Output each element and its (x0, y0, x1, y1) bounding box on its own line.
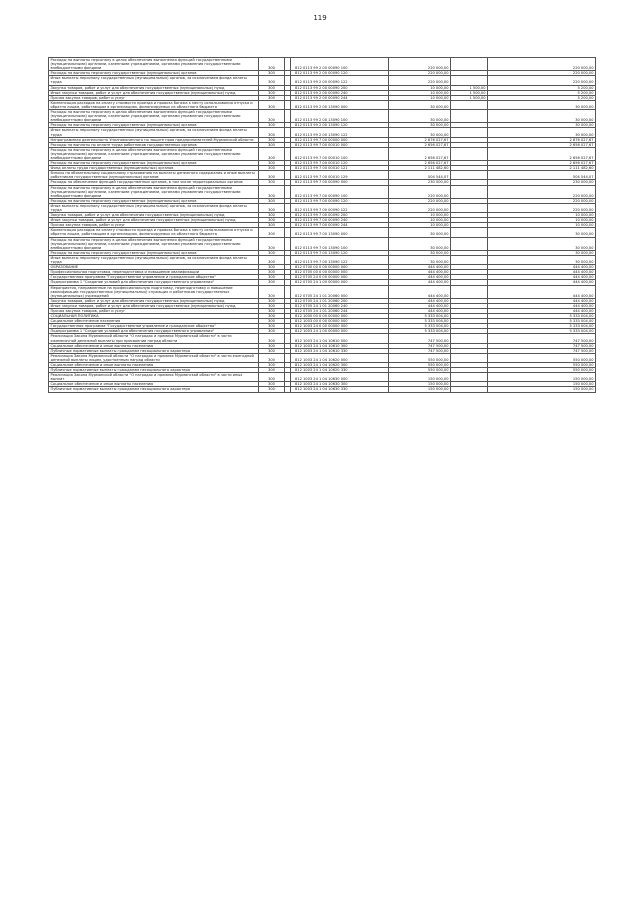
row-name-cell: Иные выплаты персоналу государственных (муниципальных) органов, за исключением фонда оплаты труда (49, 255, 259, 264)
row-plan-cell: 10 000,00 (389, 95, 451, 100)
budget-table-body (49, 58, 596, 393)
row-code-cell: 300 (259, 213, 285, 218)
row-name-cell: Публичные нормативные выплаты гражданам несоциального характера (49, 348, 259, 353)
row-change-cell: 1 500,00 (451, 90, 488, 95)
row-name-cell: Иные выплаты персоналу государственных (муниципальных) органов, за исключением фонда оплаты труда (49, 203, 259, 212)
row-total-cell: 30 000,00 (488, 237, 596, 250)
row-kbk-cell: 812 0113 99 7 00 00090 240 (291, 218, 389, 223)
row-plan-cell: 2 656 027,67 (389, 147, 451, 160)
row-code-cell: 300 (259, 71, 285, 76)
row-plan-cell: 550 000,00 (389, 353, 451, 362)
row-code-cell: 300 (259, 329, 285, 334)
row-total-cell: 550 000,00 (488, 353, 596, 362)
row-kbk-cell: 812 0113 99 7 00 00010 000 (291, 142, 389, 147)
row-total-cell: 30 000,00 (488, 255, 596, 264)
row-name-cell: Прочая закупка товаров, работ и услуг (49, 95, 259, 100)
row-plan-cell: 30 000,00 (389, 110, 451, 123)
row-kbk-cell: 812 1003 24 1 04 10620 300 (291, 363, 389, 368)
row-change-cell (451, 228, 488, 237)
row-code-cell: 300 (259, 137, 285, 142)
row-plan-cell: 2 111 482,60 (389, 166, 451, 171)
row-name-cell: Расходы на выплаты персоналу государственных (муниципальных) органов (49, 71, 259, 76)
row-code-cell: 300 (259, 373, 285, 382)
row-kbk-cell: 812 1003 24 1 04 10610 330 (291, 348, 389, 353)
row-total-cell: 2 656 027,67 (488, 161, 596, 166)
row-kbk-cell: 812 1000 00 0 00 00000 000 (291, 314, 389, 319)
row-code-cell: 300 (259, 280, 285, 285)
row-change-cell (451, 110, 488, 123)
row-kbk-cell: 812 1003 00 0 00 00000 000 (291, 319, 389, 324)
row-plan-cell: 747 500,00 (389, 343, 451, 348)
row-name-cell: Расходы на выплаты персоналу государственных (муниципальных) органов (49, 250, 259, 255)
row-total-cell: 550 000,00 (488, 368, 596, 373)
table-row (49, 185, 596, 198)
row-name-cell: Расходы на выплаты персоналу государственных (муниципальных) органов (49, 198, 259, 203)
row-kbk-cell: 812 0705 24 1 00 00000 000 (291, 280, 389, 285)
row-name-cell: Социальное обеспечение и иные выплаты населению (49, 382, 259, 387)
row-change-cell: 1 500,00 (451, 95, 488, 100)
row-code-cell: 300 (259, 171, 285, 180)
row-total-cell: 444 400,00 (488, 298, 596, 303)
row-total-cell: 150 000,00 (488, 382, 596, 387)
row-code-cell: 300 (259, 237, 285, 250)
row-kbk-cell: 812 0113 99 7 00 00090 244 (291, 223, 389, 228)
row-total-cell: 5 333 004,00 (488, 324, 596, 329)
row-plan-cell: 5 333 004,00 (389, 329, 451, 334)
row-total-cell: 30 000,00 (488, 123, 596, 128)
row-kbk-cell: 812 0113 99 2 00 00090 240 (291, 90, 389, 95)
row-plan-cell: 150 000,00 (389, 387, 451, 392)
row-kbk-cell: 812 0113 99 2 00 13090 100 (291, 110, 389, 123)
row-plan-cell: 30 000,00 (389, 255, 451, 264)
row-plan-cell: 2 876 027,67 (389, 137, 451, 142)
row-change-cell (451, 128, 488, 137)
row-name-cell: Подпрограмма 1 "Создание условий для обеспечения государственного управления" (49, 280, 259, 285)
row-total-cell: 444 400,00 (488, 308, 596, 313)
row-code-cell: 300 (259, 95, 285, 100)
row-name-cell: Иные закупки товаров, работ и услуг для обеспечения государственных (муниципальных) нужд (49, 90, 259, 95)
row-change-cell (451, 373, 488, 382)
row-plan-cell: 747 500,00 (389, 348, 451, 353)
row-plan-cell: 444 400,00 (389, 275, 451, 280)
row-kbk-cell: 812 0113 99 7 00 00000 000 (291, 137, 389, 142)
row-name-cell: ОБРАЗОВАНИЕ (49, 265, 259, 270)
row-change-cell: 1 500,00 (451, 85, 488, 90)
row-code-cell: 300 (259, 185, 285, 198)
row-name-cell: Взносы по обязательному социальному страхованию на выплаты денежного содержания и иные выплаты работникам государственных (муниципальных) органов (49, 171, 259, 180)
row-name-cell: Прочая закупка товаров, работ и услуг (49, 308, 259, 313)
row-plan-cell: 2 656 027,67 (389, 161, 451, 166)
row-name-cell: Фонд оплаты труда государственных (муниципальных) органов (49, 166, 259, 171)
row-plan-cell: 220 000,00 (389, 71, 451, 76)
row-name-cell: Публичные нормативные выплаты гражданам несоциального характера (49, 387, 259, 392)
row-kbk-cell: 812 1003 24 0 00 00000 000 (291, 324, 389, 329)
row-total-cell: 2 111 482,60 (488, 166, 596, 171)
row-code-cell: 300 (259, 270, 285, 275)
row-code-cell: 300 (259, 166, 285, 171)
row-code-cell: 300 (259, 58, 285, 71)
row-code-cell: 300 (259, 368, 285, 373)
row-name-cell: Государственная программа "Государственное управление и гражданское общество" (49, 275, 259, 280)
row-plan-cell: 550 000,00 (389, 368, 451, 373)
row-code-cell: 300 (259, 198, 285, 203)
row-total-cell: 5 333 004,00 (488, 314, 596, 319)
row-kbk-cell: 812 0113 99 7 00 00010 121 (291, 166, 389, 171)
table-row (49, 228, 596, 237)
row-total-cell: 747 500,00 (488, 343, 596, 348)
row-total-cell: 2 656 027,67 (488, 142, 596, 147)
row-code-cell: 300 (259, 303, 285, 308)
row-total-cell: 10 000,00 (488, 213, 596, 218)
row-code-cell: 300 (259, 218, 285, 223)
row-kbk-cell: 812 1003 24 1 04 10620 330 (291, 368, 389, 373)
row-total-cell: 2 656 027,67 (488, 147, 596, 160)
page-number: 119 (313, 14, 327, 22)
table-row (49, 58, 596, 71)
row-plan-cell: 220 000,00 (389, 76, 451, 85)
row-code-cell: 300 (259, 180, 285, 185)
table-row (49, 387, 596, 392)
row-name-cell: Расходы на выплаты персоналу в целях обеспечения выполнения функций государственными (муниципальными) органами, казенными учреждениями, органами управления государственными внебюджетными фондами (49, 58, 259, 71)
row-name-cell: Реализация Закона Мурманской области "О наградах и премиях Мурманской области" в части ежемесячной денежной выплаты при присвоении наград области (49, 334, 259, 343)
row-name-cell: Публичные нормативные выплаты гражданам несоциального характера (49, 368, 259, 373)
row-plan-cell: 10 000,00 (389, 213, 451, 218)
row-code-cell: 300 (259, 285, 285, 298)
row-kbk-cell: 812 0113 99 2 00 00090 100 (291, 58, 389, 71)
table-row (49, 334, 596, 343)
row-plan-cell: 444 400,00 (389, 265, 451, 270)
row-code-cell: 300 (259, 147, 285, 160)
row-code-cell: 300 (259, 250, 285, 255)
row-kbk-cell: 812 0113 99 7 00 13090 100 (291, 237, 389, 250)
row-name-cell: Закупка товаров, работ и услуг для обеспечения государственных (муниципальных) нужд (49, 85, 259, 90)
row-plan-cell: 444 400,00 (389, 270, 451, 275)
row-name-cell: Подпрограмма 1 "Создание условий для обеспечения государственного управления" (49, 329, 259, 334)
row-change-cell (451, 285, 488, 298)
row-plan-cell: 444 400,00 (389, 308, 451, 313)
row-change-cell (451, 353, 488, 362)
row-name-cell: Расходы на выплаты персоналу в целях обеспечения выполнения функций государственными (муниципальными) органами, казенными учреждениями, органами управления государственными внебюджетными фондами (49, 185, 259, 198)
row-name-cell: СОЦИАЛЬНАЯ ПОЛИТИКА (49, 314, 259, 319)
row-kbk-cell: 812 0113 99 2 00 00090 244 (291, 95, 389, 100)
row-total-cell: 444 400,00 (488, 265, 596, 270)
row-total-cell: 5 200,00 (488, 95, 596, 100)
row-total-cell: 30 000,00 (488, 110, 596, 123)
row-plan-cell: 30 000,00 (389, 128, 451, 137)
row-kbk-cell: 812 0113 99 2 00 13090 000 (291, 100, 389, 109)
row-total-cell: 220 000,00 (488, 71, 596, 76)
row-kbk-cell: 812 0705 00 0 00 00000 000 (291, 270, 389, 275)
row-plan-cell: 10 000,00 (389, 223, 451, 228)
row-change-cell (451, 255, 488, 264)
row-code-cell: 300 (259, 203, 285, 212)
table-row (49, 110, 596, 123)
row-change-cell (451, 76, 488, 85)
row-total-cell: 444 400,00 (488, 270, 596, 275)
row-code-cell: 300 (259, 255, 285, 264)
row-total-cell: 30 000,00 (488, 128, 596, 137)
row-name-cell: Реализация Закона Мурманской области "О наградах и премиях Мурманской области" в части иных выплат (49, 373, 259, 382)
row-name-cell: Иные закупки товаров, работ и услуг для обеспечения государственных (муниципальных) нужд (49, 218, 259, 223)
row-code-cell: 300 (259, 298, 285, 303)
row-plan-cell: 5 333 004,00 (389, 319, 451, 324)
row-name-cell: Расходы на выплаты по оплате труда работников государственных органов (49, 142, 259, 147)
row-code-cell: 300 (259, 314, 285, 319)
row-code-cell: 300 (259, 123, 285, 128)
row-code-cell: 300 (259, 324, 285, 329)
row-total-cell: 10 000,00 (488, 218, 596, 223)
row-code-cell: 300 (259, 334, 285, 343)
row-kbk-cell: 812 0113 99 7 00 00010 129 (291, 171, 389, 180)
row-code-cell: 300 (259, 100, 285, 109)
row-kbk-cell: 812 0113 99 2 00 13090 120 (291, 123, 389, 128)
row-plan-cell: 150 000,00 (389, 382, 451, 387)
row-total-cell: 150 000,00 (488, 387, 596, 392)
row-code-cell: 300 (259, 161, 285, 166)
row-name-cell: Мероприятия, направленные на профессиональную подготовку, переподготовку и повышение квалификации государственных (муниципальных) служащих и работников государственных (муниципальных) учреждений (49, 285, 259, 298)
row-total-cell: 747 500,00 (488, 334, 596, 343)
row-code-cell: 300 (259, 90, 285, 95)
row-change-cell (451, 147, 488, 160)
table-row (49, 203, 596, 212)
row-plan-cell: 5 333 004,00 (389, 324, 451, 329)
row-plan-cell: 30 000,00 (389, 228, 451, 237)
row-plan-cell: 220 000,00 (389, 185, 451, 198)
row-code-cell: 300 (259, 382, 285, 387)
row-total-cell: 444 400,00 (488, 280, 596, 285)
table-row (49, 128, 596, 137)
row-kbk-cell: 812 0705 24 1 01 20060 000 (291, 285, 389, 298)
row-kbk-cell: 812 1003 24 1 04 10610 300 (291, 343, 389, 348)
row-total-cell: 550 000,00 (488, 363, 596, 368)
table-row (49, 353, 596, 362)
row-plan-cell: 30 000,00 (389, 250, 451, 255)
row-change-cell (451, 334, 488, 343)
row-plan-cell: 444 400,00 (389, 303, 451, 308)
row-name-cell: Прочая закупка товаров, работ и услуг (49, 223, 259, 228)
row-plan-cell: 10 000,00 (389, 85, 451, 90)
row-kbk-cell: 812 0705 24 0 00 00000 000 (291, 275, 389, 280)
row-total-cell: 444 400,00 (488, 275, 596, 280)
row-kbk-cell: 812 0113 99 7 00 00090 122 (291, 203, 389, 212)
row-name-cell: Компенсация расходов на оплату стоимости проезда и провоза багажа к месту использования отпуска и обратно лицам, работающим в организациях, финансируемых из областного бюджета (49, 100, 259, 109)
row-total-cell: 5 333 004,00 (488, 329, 596, 334)
row-total-cell: 220 000,00 (488, 203, 596, 212)
row-total-cell: 220 000,00 (488, 198, 596, 203)
row-total-cell: 5 200,00 (488, 90, 596, 95)
budget-table (48, 57, 596, 393)
row-name-cell: Компенсация расходов на оплату стоимости проезда и провоза багажа к месту использования отпуска и обратно лицам, работающим в организациях, финансируемых из областного бюджета (49, 228, 259, 237)
row-total-cell: 220 000,00 (488, 185, 596, 198)
row-plan-cell: 30 000,00 (389, 123, 451, 128)
row-total-cell: 747 500,00 (488, 348, 596, 353)
row-name-cell: Расходы на выплаты персоналу государственных (муниципальных) органов (49, 161, 259, 166)
row-name-cell: Расходы на обеспечение функций государственных органов, в том числе территориальных органов (49, 180, 259, 185)
row-plan-cell: 444 400,00 (389, 280, 451, 285)
row-kbk-cell: 812 0113 99 7 00 00010 100 (291, 147, 389, 160)
row-code-cell: 300 (259, 387, 285, 392)
row-total-cell: 30 000,00 (488, 100, 596, 109)
row-kbk-cell: 812 1003 24 1 00 00000 000 (291, 329, 389, 334)
row-plan-cell: 550 000,00 (389, 363, 451, 368)
row-code-cell: 300 (259, 348, 285, 353)
row-name-cell: Иные выплаты персоналу государственных (муниципальных) органов, за исключением фонда оплаты труда (49, 128, 259, 137)
table-row (49, 100, 596, 109)
row-kbk-cell: 812 1003 24 1 04 10630 330 (291, 387, 389, 392)
row-plan-cell: 220 000,00 (389, 198, 451, 203)
row-change-cell (451, 237, 488, 250)
table-row (49, 373, 596, 382)
row-code-cell: 300 (259, 85, 285, 90)
row-name-cell: Иные закупки товаров, работ и услуг для обеспечения государственных (муниципальных) нужд (49, 303, 259, 308)
row-change-cell (451, 203, 488, 212)
row-total-cell: 504 544,07 (488, 171, 596, 180)
row-change-cell (451, 387, 488, 392)
row-name-cell: Государственная программа "Государственное управление и гражданское общество" (49, 324, 259, 329)
table-row (49, 171, 596, 180)
row-name-cell: Закупка товаров, работ и услуг для обеспечения государственных (муниципальных) нужд (49, 213, 259, 218)
row-kbk-cell: 812 0113 99 7 00 13090 122 (291, 255, 389, 264)
row-code-cell: 300 (259, 228, 285, 237)
row-kbk-cell: 812 0705 24 1 01 20060 200 (291, 298, 389, 303)
row-kbk-cell: 812 0705 24 1 01 20060 240 (291, 303, 389, 308)
row-plan-cell: 504 544,07 (389, 171, 451, 180)
row-total-cell: 2 876 027,67 (488, 137, 596, 142)
row-total-cell: 10 000,00 (488, 223, 596, 228)
row-change-cell (451, 185, 488, 198)
row-name-cell: Социальное обеспечение и иные выплаты населению (49, 363, 259, 368)
table-row (49, 147, 596, 160)
row-name-cell: Иные выплаты персоналу государственных (муниципальных) органов, за исключением фонда оплаты труда (49, 76, 259, 85)
table-row (49, 255, 596, 264)
row-plan-cell: 444 400,00 (389, 298, 451, 303)
row-plan-cell: 10 000,00 (389, 218, 451, 223)
row-total-cell: 150 000,00 (488, 373, 596, 382)
row-name-cell: Расходы на выплаты персоналу в целях обеспечения выполнения функций государственными (муниципальными) органами, казенными учреждениями, органами управления государственными внебюджетными фондами (49, 237, 259, 250)
row-total-cell: 5 333 004,00 (488, 319, 596, 324)
row-plan-cell: 747 500,00 (389, 334, 451, 343)
row-name-cell: Социальное обеспечение и иные выплаты населению (49, 343, 259, 348)
row-plan-cell: 30 000,00 (389, 237, 451, 250)
row-plan-cell: 10 000,00 (389, 90, 451, 95)
table-row (49, 237, 596, 250)
row-code-cell: 300 (259, 110, 285, 123)
row-kbk-cell: 812 0700 00 0 00 00000 000 (291, 265, 389, 270)
row-code-cell: 300 (259, 142, 285, 147)
row-code-cell: 300 (259, 128, 285, 137)
row-code-cell: 300 (259, 275, 285, 280)
row-kbk-cell: 812 0705 24 1 01 20060 244 (291, 308, 389, 313)
row-plan-cell: 220 000,00 (389, 203, 451, 212)
row-name-cell: Непрограммная деятельность Уполномоченного по защите прав предпринимателей Мурманской области (49, 137, 259, 142)
row-name-cell: Профессиональная подготовка, переподготовка и повышение квалификации (49, 270, 259, 275)
row-name-cell: Расходы на выплаты персоналу в целях обеспечения выполнения функций государственными (муниципальными) органами, казенными учреждениями, органами управления государственными внебюджетными фондами (49, 147, 259, 160)
row-kbk-cell: 812 0113 99 7 00 00010 120 (291, 161, 389, 166)
row-total-cell: 230 000,00 (488, 180, 596, 185)
row-code-cell: 300 (259, 319, 285, 324)
row-kbk-cell: 812 1003 24 1 04 10630 300 (291, 382, 389, 387)
row-code-cell: 300 (259, 363, 285, 368)
row-name-cell: Закупка товаров, работ и услуг для обеспечения государственных (муниципальных) нужд (49, 298, 259, 303)
row-kbk-cell: 812 1003 24 1 04 10620 000 (291, 353, 389, 362)
row-kbk-cell: 812 0113 99 2 00 00090 200 (291, 85, 389, 90)
row-name-cell: Расходы на выплаты персоналу в целях обеспечения выполнения функций государственными (муниципальными) органами, казенными учреждениями, органами управления государственными внебюджетными фондами (49, 110, 259, 123)
row-plan-cell: 150 000,00 (389, 373, 451, 382)
row-change-cell (451, 171, 488, 180)
row-kbk-cell: 812 0113 99 7 00 00090 000 (291, 180, 389, 185)
row-change-cell (451, 58, 488, 71)
row-total-cell: 220 000,00 (488, 58, 596, 71)
row-plan-cell: 2 656 027,67 (389, 142, 451, 147)
row-total-cell: 30 000,00 (488, 228, 596, 237)
row-plan-cell: 444 400,00 (389, 285, 451, 298)
row-kbk-cell: 812 1003 24 1 04 10630 000 (291, 373, 389, 382)
row-name-cell: Расходы на выплаты персоналу государственных (муниципальных) органов (49, 123, 259, 128)
row-plan-cell: 5 333 004,00 (389, 314, 451, 319)
row-total-cell: 444 400,00 (488, 285, 596, 298)
row-kbk-cell: 812 0113 99 7 00 00090 120 (291, 198, 389, 203)
table-row (49, 285, 596, 298)
table-row (49, 76, 596, 85)
row-plan-cell: 220 000,00 (389, 58, 451, 71)
row-total-cell: 444 400,00 (488, 303, 596, 308)
row-kbk-cell: 812 0113 99 2 00 00090 122 (291, 76, 389, 85)
row-kbk-cell: 812 0113 99 7 00 00090 200 (291, 213, 389, 218)
row-code-cell: 300 (259, 223, 285, 228)
row-name-cell: Реализация Закона Мурманской области "О наградах и премиях Мурманской области" в части ежегодной денежной выплаты лицам, удостоенным наград области (49, 353, 259, 362)
row-code-cell: 300 (259, 353, 285, 362)
row-total-cell: 5 200,00 (488, 85, 596, 90)
row-plan-cell: 30 000,00 (389, 100, 451, 109)
row-plan-cell: 230 000,00 (389, 180, 451, 185)
row-code-cell: 300 (259, 343, 285, 348)
row-name-cell: Социальное обеспечение населения (49, 319, 259, 324)
row-total-cell: 220 000,00 (488, 76, 596, 85)
row-code-cell: 300 (259, 308, 285, 313)
row-kbk-cell: 812 0113 99 7 00 13090 000 (291, 228, 389, 237)
row-code-cell: 300 (259, 265, 285, 270)
row-total-cell: 30 000,00 (488, 250, 596, 255)
row-kbk-cell: 812 0113 99 2 00 13090 122 (291, 128, 389, 137)
row-kbk-cell: 812 0113 99 7 00 00090 100 (291, 185, 389, 198)
row-change-cell (451, 100, 488, 109)
row-code-cell: 300 (259, 76, 285, 85)
row-kbk-cell: 812 0113 99 2 00 00090 120 (291, 71, 389, 76)
row-kbk-cell: 812 1003 24 1 04 10610 000 (291, 334, 389, 343)
row-kbk-cell: 812 0113 99 7 00 13090 120 (291, 250, 389, 255)
